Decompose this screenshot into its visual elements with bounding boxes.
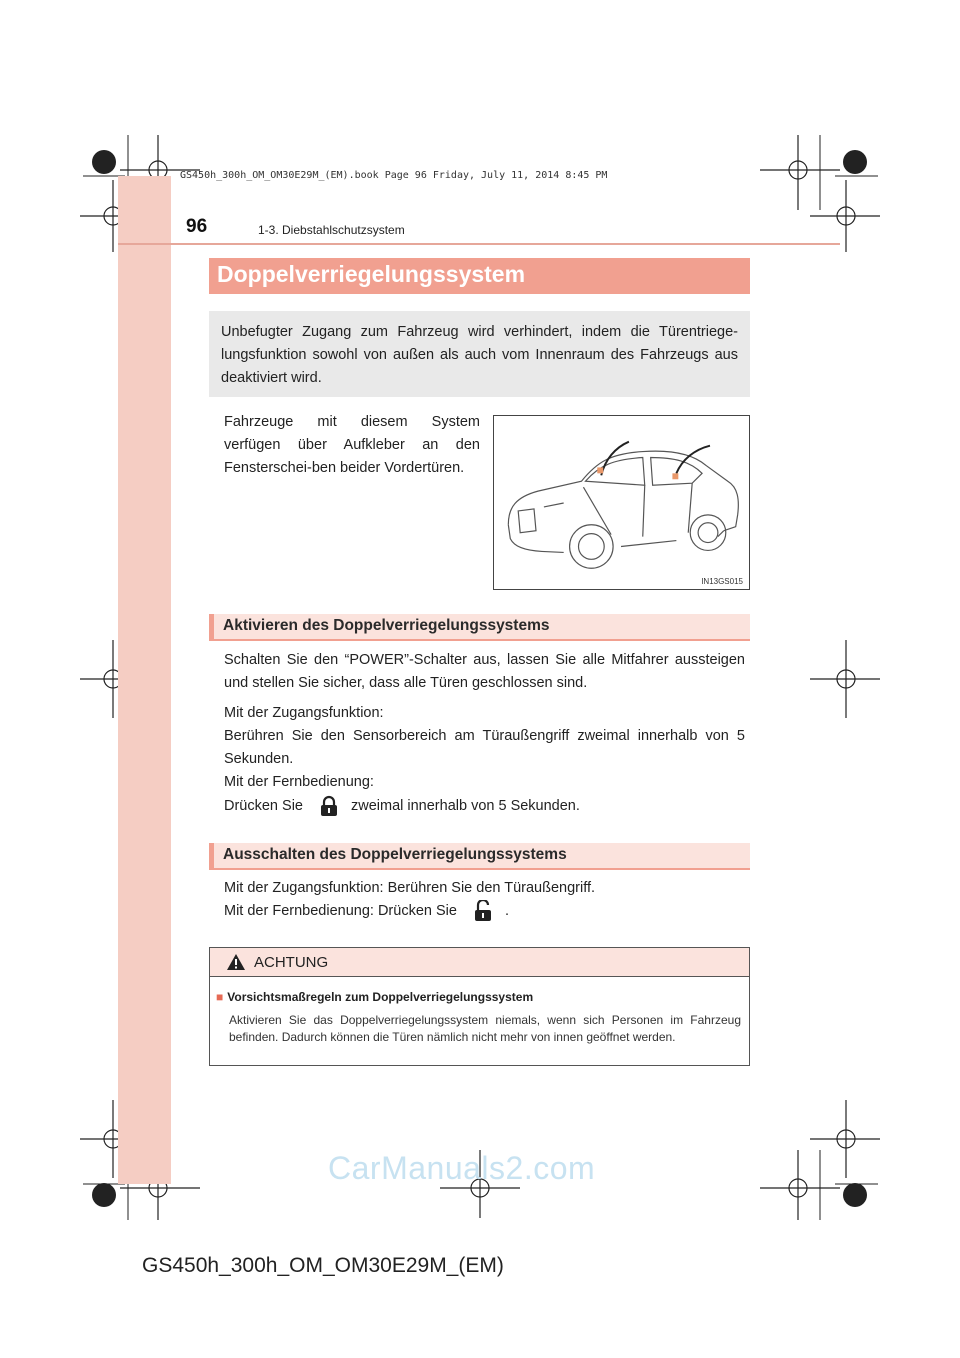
section-title: 1-3. Diebstahlschutzsystem — [258, 223, 405, 237]
watermark: CarManuals2.com — [328, 1150, 596, 1186]
deactivate-heading: Ausschalten des Doppelverriegelungssystems — [209, 843, 750, 870]
warning-header — [210, 948, 749, 977]
bullet-square-icon: ■ — [216, 990, 224, 1004]
deactivate-remote-suffix: . — [504, 903, 509, 919]
remote-label: Mit der Fernbedienung: — [224, 774, 374, 790]
warning-item-title — [216, 990, 533, 1004]
remote-prefix: Drücken Sie — [224, 798, 303, 814]
car-illustration — [493, 415, 750, 590]
side-color-band — [118, 176, 171, 1184]
header-rule — [118, 243, 840, 245]
sticker-marker — [672, 473, 678, 479]
main-heading: Doppelverriegelungssystem — [209, 258, 750, 294]
entry-label: Mit der Zugangsfunktion: — [224, 705, 384, 721]
deactivate-entry: Mit der Zugangsfunktion: Berühren Sie den Türaußengriff. — [224, 880, 596, 896]
warning-triangle-icon — [226, 953, 246, 971]
warning-text: Aktivieren Sie das Doppelverriegelungssystem niemals, wenn sich Personen im Fahrzeug befinden. Dadurch können die Türen nämlich nicht mehr von innen geöffnet werden. — [229, 1013, 741, 1044]
remote-line — [224, 795, 745, 818]
unlock-icon — [473, 900, 493, 922]
sticker-text: Fahrzeuge mit diesem System verfügen über Aufkleber an den Fensterschei-ben beider Vordertüren. — [224, 414, 480, 476]
deactivate-remote-prefix: Mit der Fernbedienung: Drücken Sie — [224, 903, 457, 919]
activate-step: Schalten Sie den “POWER”-Schalter aus, lassen Sie alle Mitfahrer aussteigen und stellen Sie sicher, dass alle Türen geschlossen sind. — [224, 652, 745, 691]
lock-icon — [319, 795, 339, 817]
figure-code: IN13GS015 — [701, 577, 743, 586]
entry-text: Berühren Sie den Sensorbereich am Türaußengriff zweimal innerhalb von 5 Sekunden. — [224, 728, 745, 767]
warning-item-label: Vorsichtsmaßregeln zum Doppelverriegelungssystem — [227, 990, 534, 1004]
sticker-marker — [597, 467, 603, 473]
page-number: 96 — [186, 216, 208, 237]
remote-suffix: zweimal innerhalb von 5 Sekunden. — [350, 798, 580, 814]
car-icon — [494, 416, 749, 589]
book-stamp: GS450h_300h_OM_OM30E29M_(EM).book Page 96 Friday, July 11, 2014 8:45 PM — [180, 170, 608, 181]
warning-box — [209, 947, 750, 1066]
warning-title: ACHTUNG — [254, 953, 329, 971]
intro-box: Unbefugter Zugang zum Fahrzeug wird verhindert, indem die Türentriege-lungsfunktion sowohl von außen als auch vom Innenraum des Fahrzeugs aus deaktiviert wird. — [209, 311, 750, 397]
activate-heading: Aktivieren des Doppelverriegelungssystems — [209, 614, 750, 641]
footer-book-id: GS450h_300h_OM_OM30E29M_(EM) — [142, 1254, 504, 1277]
deactivate-remote-line — [224, 900, 745, 923]
